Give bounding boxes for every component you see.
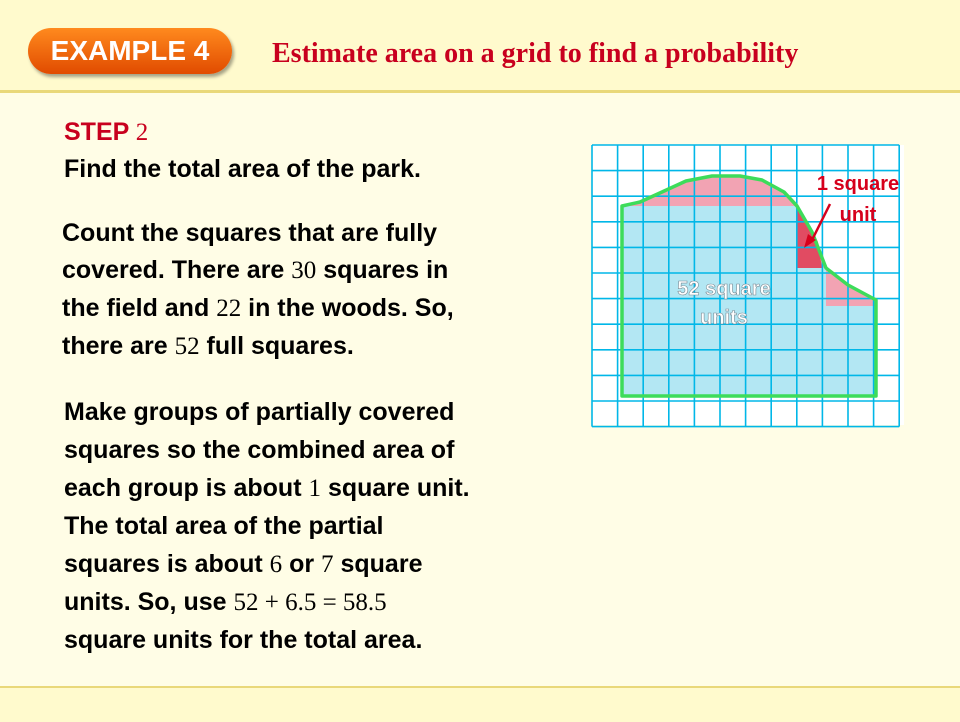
step-word: STEP — [64, 118, 129, 146]
text: the field and — [62, 294, 210, 322]
unit-label-line-1: 1 square — [816, 173, 900, 195]
paragraph-2-line-1: Make groups of partially covered — [64, 398, 455, 426]
text: there are — [62, 332, 168, 360]
page-title: Estimate area on a grid to find a probability — [272, 38, 799, 69]
equation: 52 + 6.5 = 58.5 — [233, 589, 387, 616]
text: full squares. — [206, 332, 354, 360]
step-number: 2 — [135, 119, 149, 146]
text: square unit. — [327, 474, 470, 502]
text: square — [340, 550, 423, 578]
text: or — [289, 550, 315, 578]
number-7: 7 — [321, 551, 334, 578]
unit-label-line-2: unit — [839, 204, 877, 226]
text: units. So, use — [64, 588, 227, 616]
text: squares is about — [64, 550, 263, 578]
number-22: 22 — [216, 295, 242, 322]
example-badge: EXAMPLE 4 — [28, 28, 232, 74]
full-area-label-line-1: 52 square — [677, 278, 771, 300]
step-instruction: Find the total area of the park. — [64, 155, 421, 183]
number-6: 6 — [269, 551, 283, 578]
text: covered. There are — [62, 256, 285, 284]
paragraph-1-line-1: Count the squares that are fully — [62, 219, 438, 247]
number-1: 1 — [308, 475, 321, 502]
paragraph-2-line-4: The total area of the partial — [64, 512, 384, 540]
text: each group is about — [64, 474, 302, 502]
number-52: 52 — [174, 333, 200, 360]
paragraph-2-line-2: squares so the combined area of — [64, 436, 455, 464]
text: squares in — [323, 256, 449, 284]
paragraph-2-line-7: square units for the total area. — [64, 626, 423, 654]
text: in the woods. So, — [248, 294, 454, 322]
number-30: 30 — [291, 257, 317, 284]
full-area-label-line-2: units — [700, 307, 748, 329]
